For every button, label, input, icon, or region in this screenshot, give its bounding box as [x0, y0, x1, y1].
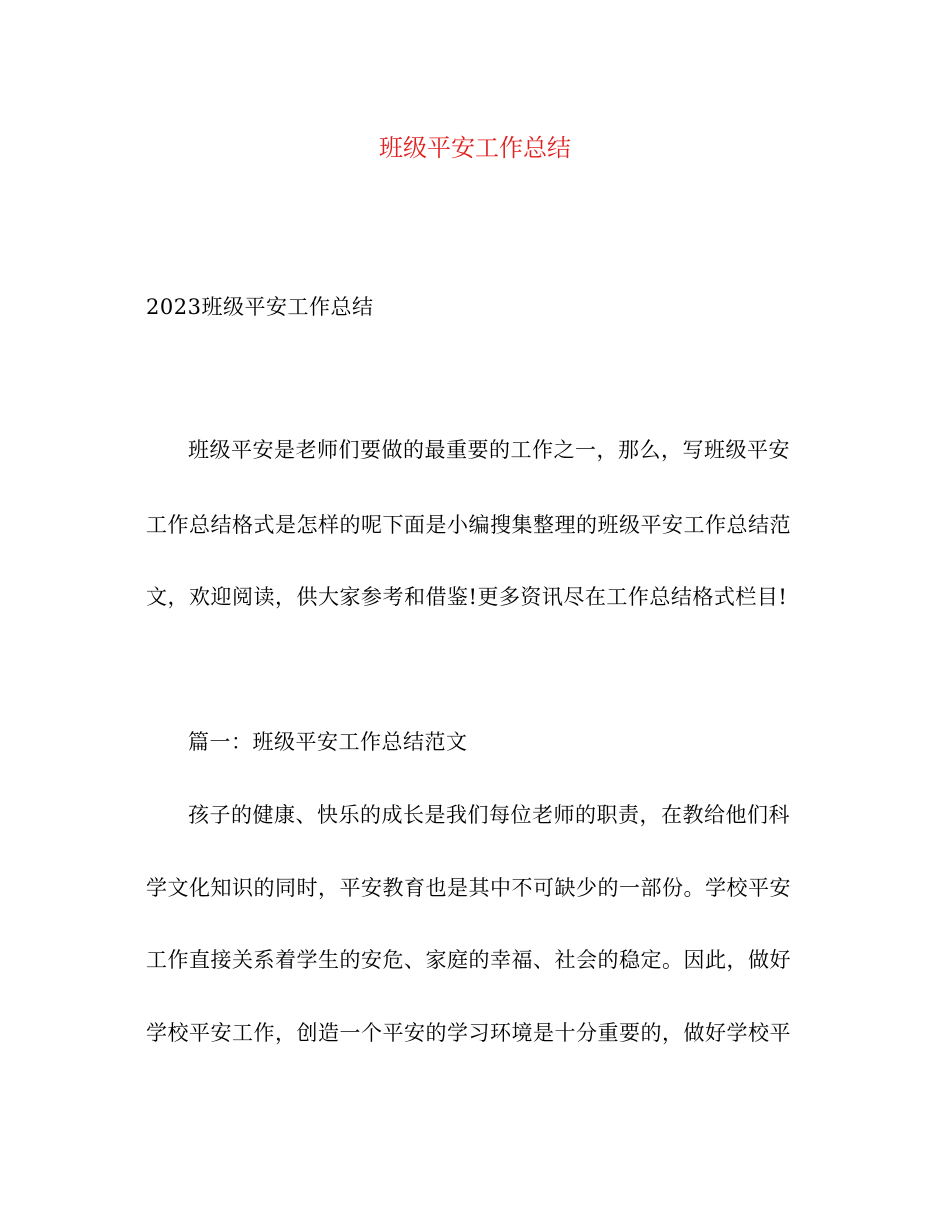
paragraph-line: 学文化知识的同时，平安教育也是其中不可缺少的一部份。学校平安	[146, 876, 791, 900]
paragraph-line: 工作直接关系着学生的安危、家庭的幸福、社会的稳定。因此，做好	[146, 948, 791, 972]
paragraph-line: 学校平安工作，创造一个平安的学习环境是十分重要的，做好学校平	[146, 1021, 791, 1045]
document-subtitle: 2023班级平安工作总结	[146, 295, 374, 319]
paragraph-line: 工作总结格式是怎样的呢下面是小编搜集整理的班级平安工作总结范	[146, 513, 791, 537]
document-title: 班级平安工作总结	[379, 134, 571, 162]
section-heading: 篇一：班级平安工作总结范文	[188, 730, 468, 754]
paragraph-line: 文，欢迎阅读，供大家参考和借鉴!更多资讯尽在工作总结格式栏目!	[146, 585, 788, 609]
paragraph-line: 孩子的健康、快乐的成长是我们每位老师的职责，在教给他们科	[188, 803, 790, 827]
paragraph-line: 班级平安是老师们要做的最重要的工作之一，那么，写班级平安	[188, 438, 790, 462]
